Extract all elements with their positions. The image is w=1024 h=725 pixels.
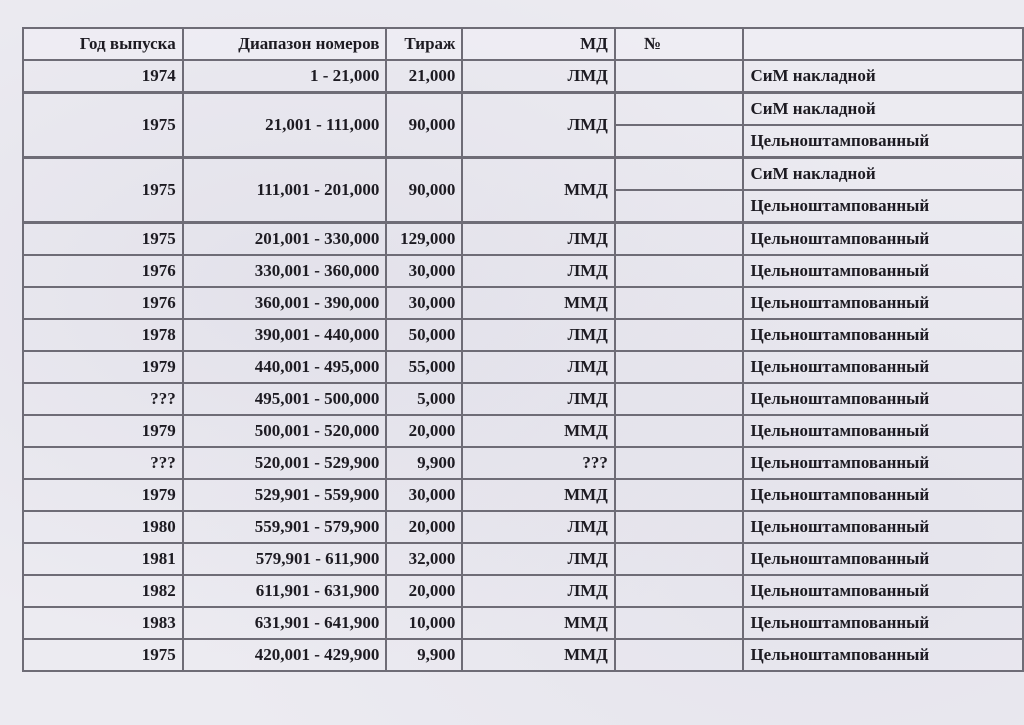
cell-type: Цельноштампованный [743,543,1023,575]
cell-number [615,479,744,511]
cell-md: ??? [462,447,614,479]
cell-md: ЛМД [462,93,614,158]
cell-type: Цельноштампованный [743,125,1023,158]
cell-md: ЛМД [462,543,614,575]
cell-year: 1975 [23,639,183,671]
cell-year: 1979 [23,415,183,447]
cell-md: ЛМД [462,383,614,415]
cell-number [615,93,744,126]
cell-range: 520,001 - 529,900 [183,447,387,479]
cell-type: Цельноштампованный [743,415,1023,447]
cell-type: Цельноштампованный [743,447,1023,479]
cell-range: 330,001 - 360,000 [183,255,387,287]
cell-quantity: 9,900 [386,639,462,671]
cell-range: 21,001 - 111,000 [183,93,387,158]
cell-number [615,415,744,447]
cell-range: 529,901 - 559,900 [183,479,387,511]
table-header-row [23,28,1023,60]
cell-number [615,447,744,479]
cell-range: 420,001 - 429,900 [183,639,387,671]
table-row [23,287,1023,319]
cell-md: ЛМД [462,575,614,607]
cell-year: 1979 [23,479,183,511]
cell-number [615,575,744,607]
table-row [23,511,1023,543]
cell-number [615,319,744,351]
cell-number [615,60,744,93]
cell-type: Цельноштампованный [743,639,1023,671]
cell-md: ЛМД [462,60,614,93]
table-row [23,639,1023,671]
cell-number [615,255,744,287]
cell-number [615,639,744,671]
cell-number [615,125,744,158]
header-md: МД [462,28,614,60]
cell-year: 1975 [23,158,183,223]
cell-md: ММД [462,607,614,639]
table-row [23,415,1023,447]
cell-range: 559,901 - 579,900 [183,511,387,543]
cell-type: Цельноштампованный [743,223,1023,256]
cell-md: ЛМД [462,223,614,256]
cell-type: Цельноштампованный [743,319,1023,351]
cell-range: 360,001 - 390,000 [183,287,387,319]
cell-number [615,383,744,415]
cell-range: 611,901 - 631,900 [183,575,387,607]
cell-year: 1978 [23,319,183,351]
table-row [23,351,1023,383]
table-row [23,447,1023,479]
cell-type: Цельноштампованный [743,479,1023,511]
cell-range: 579,901 - 611,900 [183,543,387,575]
cell-quantity: 20,000 [386,575,462,607]
cell-quantity: 9,900 [386,447,462,479]
cell-quantity: 129,000 [386,223,462,256]
cell-quantity: 30,000 [386,255,462,287]
cell-md: ММД [462,639,614,671]
cell-number [615,607,744,639]
table-row [23,607,1023,639]
table-row [23,93,1023,126]
cell-range: 440,001 - 495,000 [183,351,387,383]
cell-quantity: 20,000 [386,415,462,447]
cell-quantity: 30,000 [386,287,462,319]
cell-md: ЛМД [462,511,614,543]
cell-range: 500,001 - 520,000 [183,415,387,447]
cell-range: 631,901 - 641,900 [183,607,387,639]
table-row [23,158,1023,191]
header-quantity: Тираж [386,28,462,60]
cell-md: ММД [462,415,614,447]
cell-quantity: 20,000 [386,511,462,543]
cell-type: СиМ накладной [743,93,1023,126]
header-year: Год выпуска [23,28,183,60]
cell-quantity: 90,000 [386,93,462,158]
header-range: Диапазон номеров [183,28,387,60]
cell-quantity: 10,000 [386,607,462,639]
cell-type: Цельноштампованный [743,511,1023,543]
cell-md: ММД [462,287,614,319]
cell-number [615,511,744,543]
cell-number [615,543,744,575]
cell-range: 1 - 21,000 [183,60,387,93]
cell-number [615,287,744,319]
cell-year: 1982 [23,575,183,607]
cell-year: 1979 [23,351,183,383]
table-row [23,383,1023,415]
serial-number-table [22,27,1024,672]
cell-md: ЛМД [462,255,614,287]
cell-type: Цельноштампованный [743,287,1023,319]
cell-quantity: 30,000 [386,479,462,511]
cell-quantity: 90,000 [386,158,462,223]
cell-range: 390,001 - 440,000 [183,319,387,351]
cell-year: 1980 [23,511,183,543]
table-body [23,60,1023,671]
table-row [23,575,1023,607]
table-row [23,543,1023,575]
cell-range: 495,001 - 500,000 [183,383,387,415]
cell-year: 1975 [23,223,183,256]
cell-year: 1976 [23,255,183,287]
cell-md: ММД [462,479,614,511]
cell-type: СиМ накладной [743,60,1023,93]
cell-type: Цельноштампованный [743,575,1023,607]
cell-md: ЛМД [462,351,614,383]
cell-number [615,190,744,223]
cell-type: Цельноштампованный [743,351,1023,383]
cell-range: 111,001 - 201,000 [183,158,387,223]
cell-md: ЛМД [462,319,614,351]
cell-quantity: 50,000 [386,319,462,351]
cell-year: ??? [23,447,183,479]
table-row [23,319,1023,351]
cell-type: СиМ накладной [743,158,1023,191]
table-row [23,479,1023,511]
cell-year: 1975 [23,93,183,158]
cell-year: 1974 [23,60,183,93]
header-number: № [615,28,744,60]
cell-quantity: 21,000 [386,60,462,93]
cell-year: 1976 [23,287,183,319]
cell-number [615,223,744,256]
cell-type: Цельноштампованный [743,255,1023,287]
cell-number [615,158,744,191]
cell-range: 201,001 - 330,000 [183,223,387,256]
table-row [23,60,1023,93]
cell-md: ММД [462,158,614,223]
table-row [23,255,1023,287]
cell-year: 1981 [23,543,183,575]
cell-type: Цельноштампованный [743,190,1023,223]
cell-year: 1983 [23,607,183,639]
cell-number [615,351,744,383]
cell-quantity: 55,000 [386,351,462,383]
cell-quantity: 32,000 [386,543,462,575]
table-row [23,223,1023,256]
cell-quantity: 5,000 [386,383,462,415]
header-type [743,28,1023,60]
cell-year: ??? [23,383,183,415]
cell-type: Цельноштампованный [743,383,1023,415]
cell-type: Цельноштампованный [743,607,1023,639]
